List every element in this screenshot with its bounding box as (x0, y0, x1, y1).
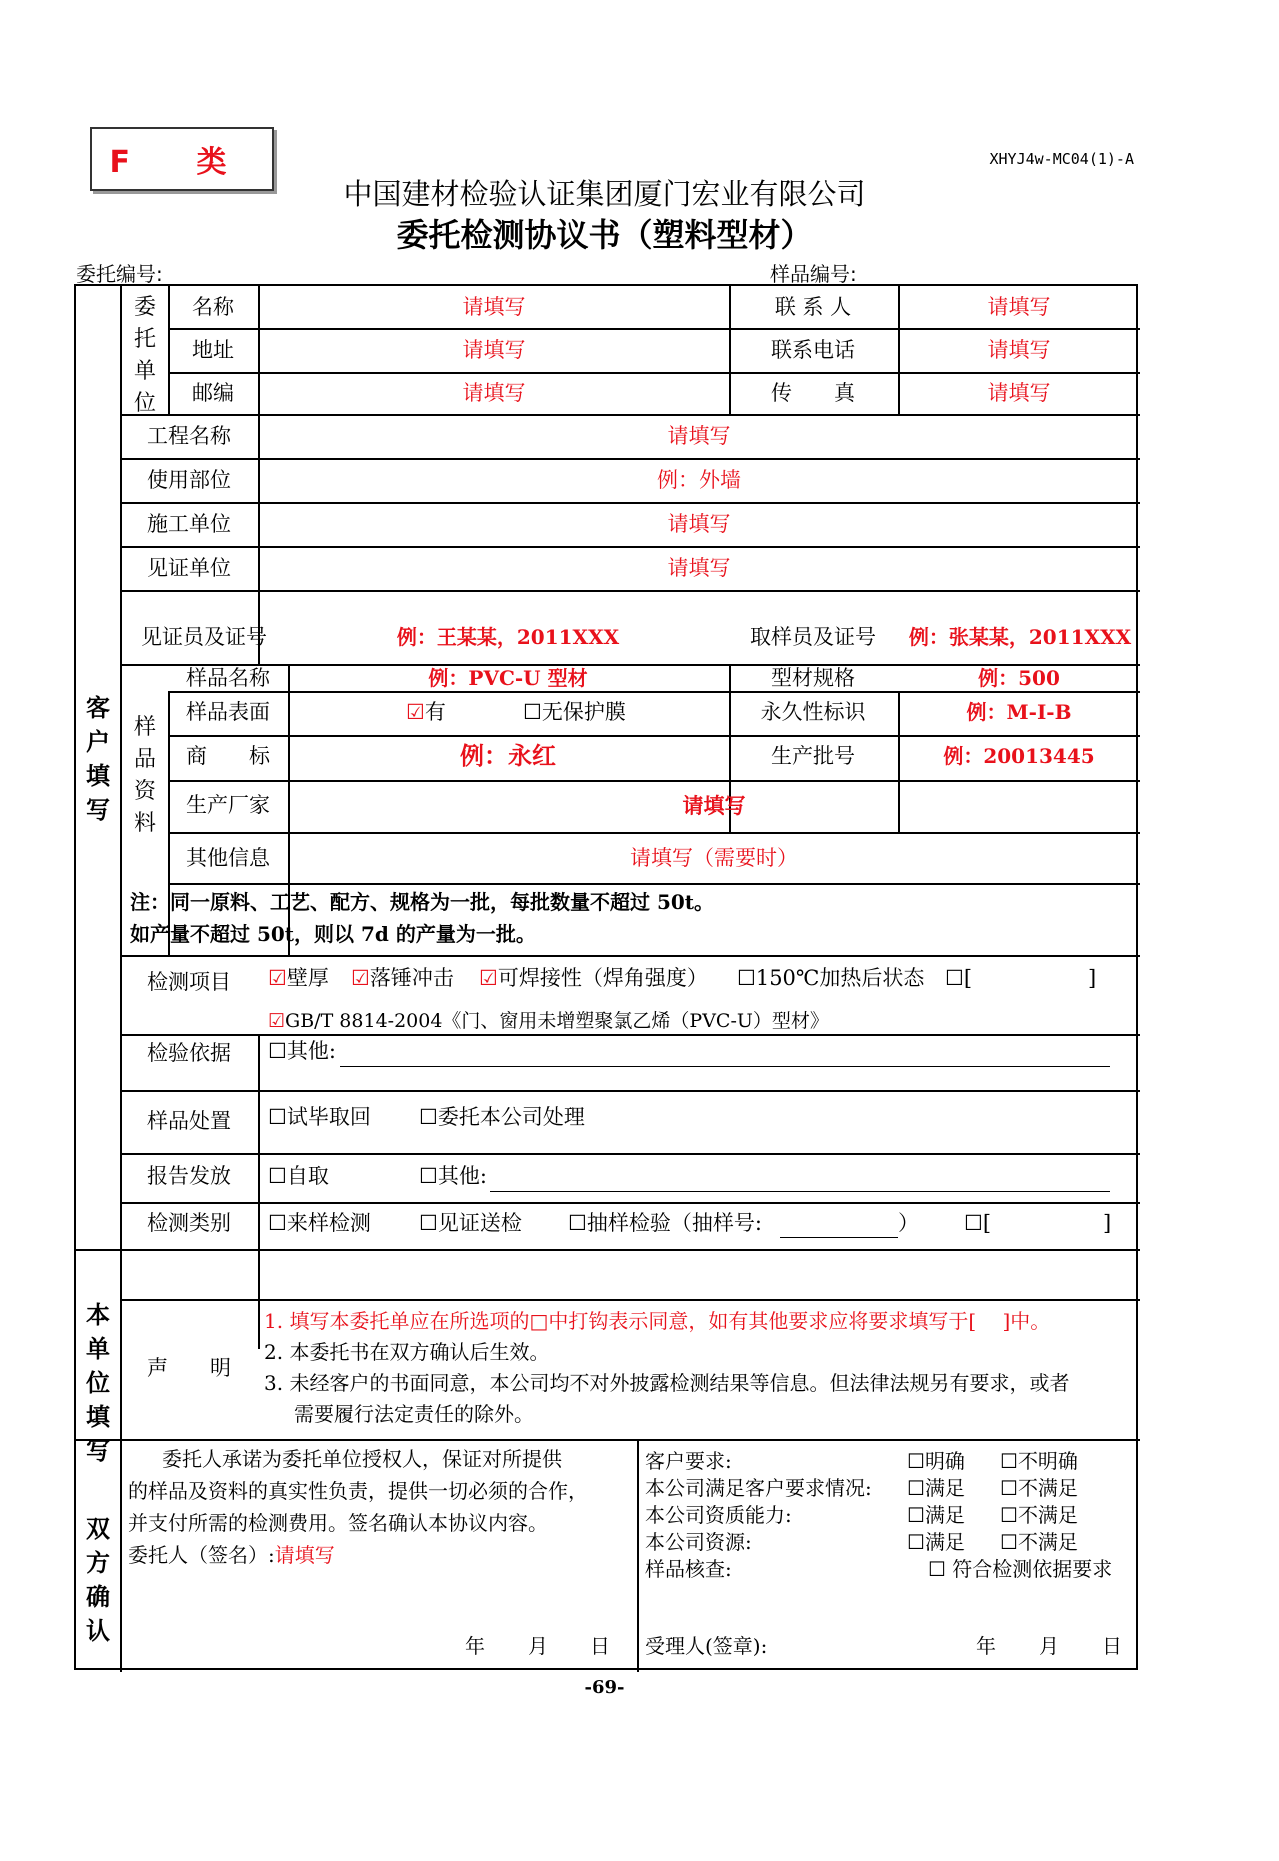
page-number: -69- (584, 1677, 625, 1698)
test-item-custom[interactable]: ☐[ (945, 966, 973, 990)
checkbox-icon[interactable]: ☐ (907, 1503, 925, 1527)
customer-requirement-label: 客户要求: (645, 1449, 732, 1473)
row-line (120, 546, 1140, 548)
test-items-label: 检测项目 (147, 970, 231, 994)
checkbox-icon[interactable]: ☐ (523, 700, 542, 724)
option-label: 满足 (924, 1530, 965, 1554)
test-item-label: 可焊接性（焊角强度） (497, 966, 708, 990)
basis-other-label: 其他: (286, 1039, 336, 1063)
disposal-return-option[interactable] (268, 1107, 371, 1128)
checkbox-icon[interactable]: ☐ (945, 966, 964, 990)
side-label-sample-info: 样品资料 (133, 715, 156, 836)
statement-line-1: 1. 填写本委托单应在所选项的□中打钩表示同意，如有其他要求应将要求填写于[ ]中。 (264, 1309, 1051, 1333)
test-item-label: 150℃加热后状态 (755, 966, 925, 990)
surface-none-option[interactable] (523, 702, 626, 723)
checkbox-icon[interactable]: ☐ (1000, 1449, 1018, 1473)
row-line (120, 1090, 1140, 1092)
type-witness-option[interactable] (419, 1213, 522, 1234)
qualification-label: 本公司资质能力: (645, 1503, 792, 1527)
row-line (120, 1299, 1140, 1301)
checkbox-icon[interactable]: ☐ (907, 1476, 925, 1500)
test-type-label: 检测类别 (147, 1211, 231, 1235)
option-label: 满足 (924, 1476, 965, 1500)
basis-other-underline[interactable] (340, 1066, 1110, 1067)
row-line (120, 502, 1140, 504)
agreement-form (74, 284, 1138, 1670)
test-item-heating[interactable] (737, 968, 924, 989)
side-label-both: 双方确认 (86, 1514, 110, 1645)
batch-label: 生产批号 (771, 744, 855, 768)
qualification-yes-option[interactable] (907, 1505, 965, 1525)
sample-name-value[interactable]: 例：PVC-U 型材 (428, 666, 588, 690)
resources-yes-option[interactable] (907, 1532, 965, 1552)
client-date-day: 日 (590, 1634, 610, 1658)
bracket-close: ] (1103, 1211, 1112, 1235)
mid-divider-2 (898, 286, 900, 414)
disposal-label: 样品处置 (147, 1109, 231, 1133)
report-other-label: 其他: (437, 1164, 487, 1188)
usage-value[interactable]: 例：外墙 (657, 468, 741, 492)
sampling-number-underline[interactable] (780, 1237, 898, 1238)
receiver-label: 受理人(签章): (645, 1634, 768, 1658)
checkbox-icon[interactable]: ☐ (928, 1557, 946, 1581)
checkbox-icon[interactable]: ☐ (907, 1449, 925, 1473)
checkbox-icon[interactable]: ☐ (268, 1105, 287, 1129)
disposal-company-label: 委托本公司处理 (437, 1105, 585, 1129)
fax-label: 传 真 (771, 381, 855, 405)
statement-line-3: 3. 未经客户的书面同意，本公司均不对外披露检测结果等信息。但法律法规另有要求，或者 (264, 1371, 1070, 1395)
requirement-clear-option[interactable] (907, 1451, 965, 1471)
checkbox-icon[interactable]: ☐ (964, 1211, 983, 1235)
sample-check-option[interactable] (928, 1559, 1112, 1579)
row-line (120, 458, 1140, 460)
statement-line-4: 需要履行法定责任的除外。 (294, 1402, 534, 1426)
surface-label: 样品表面 (186, 700, 270, 724)
mark-label: 永久性标识 (760, 700, 866, 724)
checkbox-icon[interactable]: ☐ (1000, 1503, 1018, 1527)
contact-value[interactable]: 请填写 (987, 295, 1051, 319)
row-line (120, 590, 1140, 592)
checkbox-icon[interactable]: ☐ (1000, 1476, 1018, 1500)
signature-field[interactable] (128, 1545, 335, 1565)
surface-yes-option[interactable] (406, 702, 446, 723)
brand-label: 商 标 (186, 744, 270, 768)
row-line (120, 1202, 1140, 1204)
builder-label: 施工单位 (147, 512, 231, 536)
statement-line-2: 2. 本委托书在双方确认后生效。 (264, 1340, 550, 1364)
option-label: 不满足 (1017, 1530, 1078, 1554)
document-title: 委托检测协议书（塑料型材） (396, 216, 813, 254)
sampler-value[interactable]: 例：张某某，2011XXX (908, 625, 1132, 649)
document-code: XHYJ4w-MC04(1)-A (989, 150, 1134, 168)
client-name-value[interactable]: 请填写 (462, 295, 526, 319)
checkbox-icon[interactable]: ☐ (419, 1211, 438, 1235)
note-line-2: 如产量不超过 50t，则以 7d 的产量为一批。 (130, 922, 536, 946)
sampling-close-paren: ） (898, 1211, 919, 1235)
option-label: 不明确 (1017, 1449, 1078, 1473)
contact-label: 联 系 人 (774, 295, 852, 319)
note-line-1: 注：同一原料、工艺、配方、规格为一批，每批数量不超过 50t。 (130, 890, 715, 914)
witness-unit-value[interactable]: 请填写 (667, 556, 731, 580)
sample-name-label: 样品名称 (186, 666, 270, 690)
row-line (168, 691, 1140, 693)
checkbox-icon[interactable]: ☐ (268, 1039, 287, 1063)
company-name: 中国建材检验认证集团厦门宏业有限公司 (343, 177, 866, 211)
witness-label: 见证员及证号 (141, 625, 267, 649)
checkbox-icon[interactable]: ☐ (737, 966, 756, 990)
checked-box-icon[interactable]: ☑ (406, 700, 425, 724)
meet-no-option[interactable] (1000, 1478, 1078, 1498)
report-label: 报告发放 (147, 1164, 231, 1188)
section-line (76, 1439, 1140, 1441)
maker-label: 生产厂家 (186, 793, 270, 817)
option-label: 明确 (924, 1449, 965, 1473)
side-label-customer: 客户填写 (86, 693, 110, 824)
test-item-weldability[interactable] (479, 968, 708, 989)
checkbox-icon[interactable]: ☐ (568, 1211, 587, 1235)
resources-label: 本公司资源: (645, 1530, 752, 1554)
witness-value[interactable]: 例：王某某，2011XXX (396, 625, 620, 649)
checked-box-icon[interactable]: ☑ (479, 966, 498, 990)
checkbox-icon[interactable]: ☐ (419, 1164, 438, 1188)
row-line (120, 1153, 1140, 1155)
checkbox-icon[interactable]: ☐ (907, 1530, 925, 1554)
checked-box-icon[interactable]: ☑ (351, 966, 370, 990)
client-unit-divider (168, 286, 170, 414)
signature-label: 委托人（签名）: (128, 1543, 275, 1567)
project-value[interactable]: 请填写 (667, 424, 731, 448)
statement-label: 声 明 (147, 1356, 231, 1380)
label-divider-upper (258, 286, 260, 664)
section-line (76, 1249, 1140, 1251)
basis-standard-option[interactable] (268, 1012, 829, 1031)
project-label: 工程名称 (147, 424, 231, 448)
row-line (168, 735, 1140, 737)
row-line (120, 414, 1140, 416)
checked-box-icon[interactable]: ☑ (268, 966, 287, 990)
maker-value[interactable]: 请填写 (682, 793, 746, 818)
type-sampling-label: 抽样检验（抽样号: (586, 1211, 762, 1235)
sample-number-label: 样品编号: (770, 262, 857, 286)
type-sampling-option[interactable] (568, 1213, 762, 1234)
client-name-label: 名称 (192, 295, 234, 319)
other-info-label: 其他信息 (186, 846, 270, 870)
meet-requirement-label: 本公司满足客户要求情况: (645, 1476, 872, 1500)
signature-value[interactable]: 请填写 (274, 1543, 335, 1567)
surface-yes-label: 有 (424, 700, 446, 724)
receiver-date-month: 月 (1039, 1634, 1059, 1658)
category-label: F 类 (109, 145, 255, 180)
resources-no-option[interactable] (1000, 1532, 1078, 1552)
row-line (168, 883, 1140, 885)
side-label-company: 本单位填写 (86, 1300, 110, 1465)
row-line (168, 780, 1140, 782)
sample-info-divider (168, 691, 170, 955)
fax-value[interactable]: 请填写 (987, 381, 1051, 405)
receiver-date-day: 日 (1102, 1634, 1122, 1658)
side-column-divider (120, 286, 122, 1672)
row-line (168, 328, 1140, 330)
test-item-label: 落锤冲击 (369, 966, 454, 990)
receiver-date-year: 年 (976, 1634, 996, 1658)
option-label: 满足 (924, 1503, 965, 1527)
checkbox-icon[interactable]: ☐ (268, 1164, 287, 1188)
test-item-label: 壁厚 (286, 966, 329, 990)
surface-none-label: 无保护膜 (541, 700, 626, 724)
report-self-label: 自取 (286, 1164, 329, 1188)
report-self-option[interactable] (268, 1166, 329, 1187)
checkbox-icon[interactable]: ☐ (268, 1211, 287, 1235)
checkbox-icon[interactable]: ☐ (419, 1105, 438, 1129)
side-label-client-unit: 委托单位 (133, 295, 156, 416)
builder-value[interactable]: 请填写 (667, 512, 731, 536)
option-label: 不满足 (1017, 1476, 1078, 1500)
label-divider-test (258, 1034, 260, 1349)
spec-label: 型材规格 (771, 666, 855, 690)
confirm-divider (637, 1439, 639, 1672)
promise-line-1: 委托人承诺为委托单位授权人，保证对所提供 (162, 1447, 562, 1471)
basis-other-option[interactable] (268, 1041, 336, 1062)
checked-box-icon[interactable]: ☑ (268, 1010, 286, 1032)
promise-line-2: 的样品及资料的真实性负责，提供一切必须的合作， (128, 1479, 588, 1503)
address-value[interactable]: 请填写 (462, 338, 526, 362)
other-info-value[interactable]: 请填写（需要时） (630, 846, 798, 870)
brand-value[interactable]: 例：永红 (460, 741, 556, 770)
phone-value[interactable]: 请填写 (987, 338, 1051, 362)
report-other-option[interactable] (419, 1166, 487, 1187)
mark-value[interactable]: 例：M-I-B (966, 700, 1072, 724)
row-line (120, 1034, 1140, 1036)
basis-label: 检验依据 (147, 1041, 231, 1065)
client-date-year: 年 (465, 1634, 485, 1658)
zip-label: 邮编 (192, 381, 234, 405)
option-label: 不满足 (1017, 1503, 1078, 1527)
row-line (168, 372, 1140, 374)
sample-check-label: 样品核查: (645, 1557, 732, 1581)
report-other-underline[interactable] (490, 1191, 1110, 1192)
mid-divider-1 (729, 286, 731, 414)
type-incoming-option[interactable] (268, 1213, 371, 1234)
zip-value[interactable]: 请填写 (462, 381, 526, 405)
disposal-company-option[interactable] (419, 1107, 585, 1128)
test-item-impact[interactable] (351, 968, 454, 989)
qualification-no-option[interactable] (1000, 1505, 1078, 1525)
basis-standard-label: GB/T 8814-2004《门、窗用未增塑聚氯乙烯（PVC-U）型材》 (285, 1010, 829, 1032)
type-custom-option[interactable]: ☐[ (964, 1211, 992, 1235)
row-line (120, 955, 1140, 957)
requirement-unclear-option[interactable] (1000, 1451, 1078, 1471)
batch-value[interactable]: 例：20013445 (943, 744, 1095, 768)
address-label: 地址 (192, 338, 234, 362)
spec-value[interactable]: 例：500 (978, 666, 1060, 690)
witness-unit-label: 见证单位 (147, 556, 231, 580)
meet-yes-option[interactable] (907, 1478, 965, 1498)
option-label: 符合检测依据要求 (952, 1557, 1113, 1581)
entrust-number-label: 委托编号: (76, 262, 163, 286)
usage-label: 使用部位 (147, 468, 231, 492)
row-line (168, 832, 1140, 834)
promise-line-3: 并支付所需的检测费用。签名确认本协议内容。 (128, 1511, 548, 1535)
sampler-label: 取样员及证号 (750, 625, 876, 649)
checkbox-icon[interactable]: ☐ (1000, 1530, 1018, 1554)
phone-label: 联系电话 (771, 338, 855, 362)
type-incoming-label: 来样检测 (286, 1211, 371, 1235)
mid-divider-4 (898, 691, 900, 832)
test-item-wall-thickness[interactable] (268, 968, 329, 989)
type-witness-label: 见证送检 (437, 1211, 522, 1235)
client-date-month: 月 (528, 1634, 548, 1658)
disposal-return-label: 试毕取回 (286, 1105, 371, 1129)
bracket-close: ] (1088, 966, 1097, 990)
